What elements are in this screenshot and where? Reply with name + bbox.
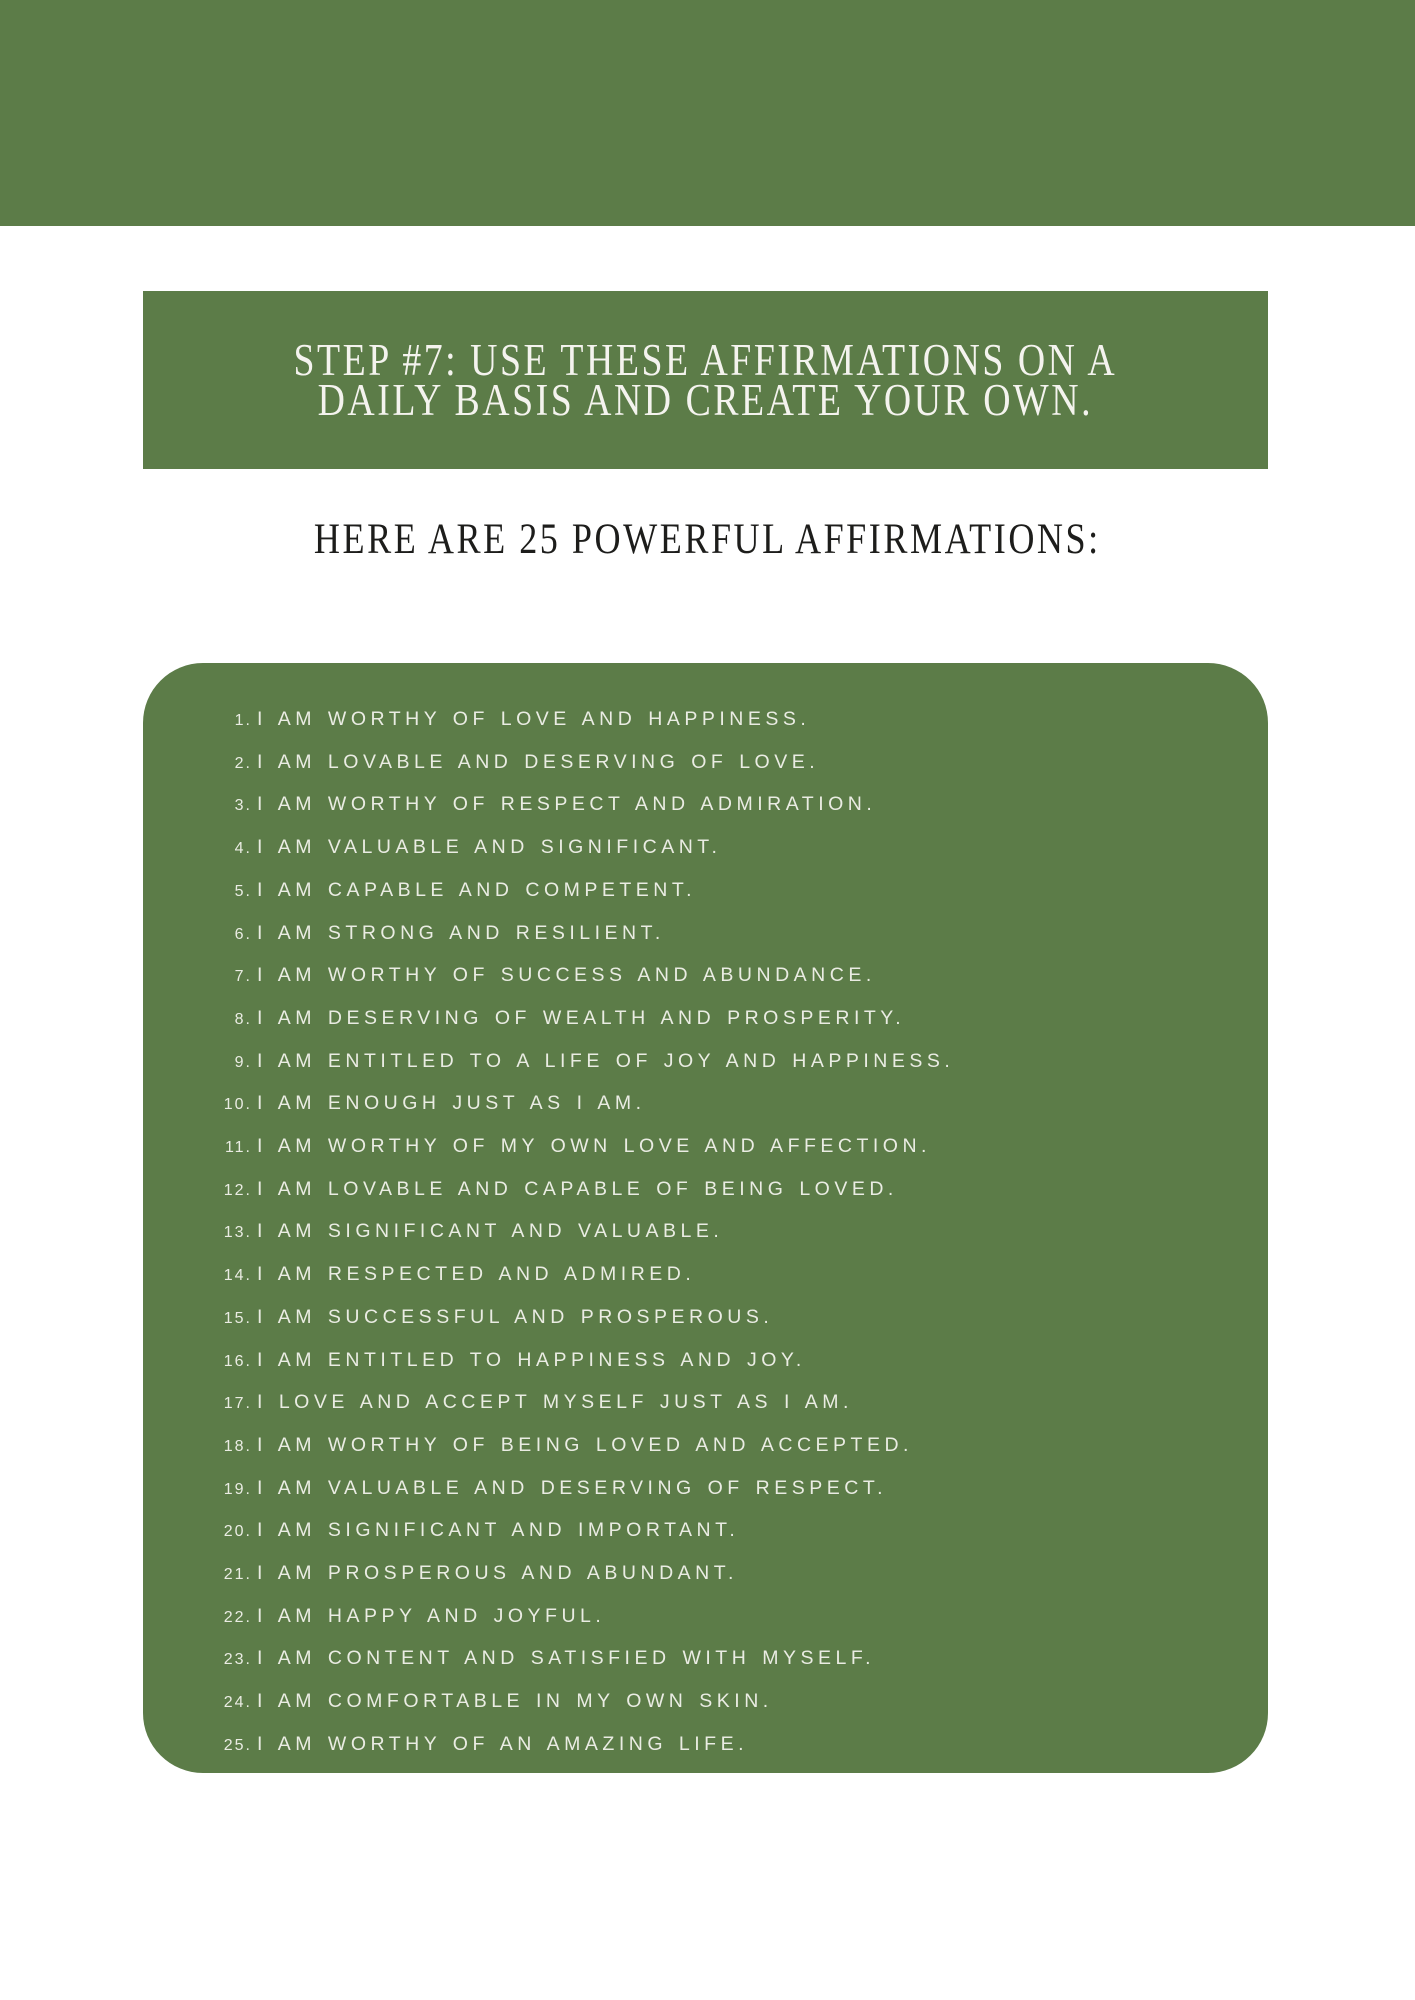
affirmation-text: I AM DESERVING OF WEALTH AND PROSPERITY. [257, 1006, 906, 1029]
affirmation-number: 4. [234, 840, 252, 858]
affirmation-item [204, 1297, 1232, 1340]
affirmation-number: 20. [223, 1523, 252, 1541]
affirmation-text: I AM RESPECTED AND ADMIRED. [257, 1263, 696, 1286]
affirmation-number: 17. [223, 1395, 252, 1413]
affirmation-text: I AM SUCCESSFUL AND PROSPEROUS. [257, 1305, 774, 1328]
affirmation-item [204, 1211, 1232, 1254]
affirmation-text: I AM WORTHY OF BEING LOVED AND ACCEPTED. [257, 1433, 913, 1456]
affirmation-item [204, 1126, 1232, 1169]
step-title-line-2: DAILY BASIS AND CREATE YOUR OWN. [317, 375, 1094, 425]
affirmation-number: 3. [234, 797, 252, 815]
affirmation-text: I AM LOVABLE AND CAPABLE OF BEING LOVED. [257, 1177, 898, 1200]
affirmation-item [204, 1724, 1232, 1767]
affirmation-number: 6. [234, 925, 252, 943]
affirmation-number: 12. [223, 1181, 252, 1199]
affirmation-item [204, 870, 1232, 913]
affirmation-text: I AM STRONG AND RESILIENT. [257, 921, 665, 944]
affirmation-text: I AM ENTITLED TO HAPPINESS AND JOY. [257, 1348, 806, 1371]
affirmation-number: 19. [223, 1480, 252, 1498]
affirmation-text: I AM VALUABLE AND SIGNIFICANT. [257, 836, 722, 859]
affirmation-number: 15. [223, 1309, 252, 1327]
affirmation-number: 1. [234, 712, 252, 729]
step-title-line-1: STEP #7: USE THESE AFFIRMATIONS ON A [293, 335, 1118, 385]
affirmation-item [204, 1340, 1232, 1383]
affirmation-number: 14. [223, 1267, 252, 1285]
affirmation-text: I AM ENTITLED TO A LIFE OF JOY AND HAPPINESS. [257, 1049, 955, 1072]
affirmation-text: I AM CAPABLE AND COMPETENT. [257, 878, 697, 901]
affirmation-item [204, 827, 1232, 870]
affirmation-item [204, 1425, 1232, 1468]
affirmation-item [204, 913, 1232, 956]
affirmation-text: I AM VALUABLE AND DESERVING OF RESPECT. [257, 1476, 887, 1499]
affirmation-item [204, 1468, 1232, 1511]
affirmation-number: 18. [223, 1437, 252, 1455]
affirmation-text: I AM WORTHY OF SUCCESS AND ABUNDANCE. [257, 964, 876, 987]
affirmation-text: I AM SIGNIFICANT AND IMPORTANT. [257, 1519, 740, 1542]
affirmation-text: I AM WORTHY OF MY OWN LOVE AND AFFECTION. [257, 1135, 931, 1158]
affirmation-text: I AM LOVABLE AND DESERVING OF LOVE. [257, 750, 820, 773]
affirmation-item [204, 1596, 1232, 1639]
affirmation-text: I AM PROSPEROUS AND ABUNDANT. [257, 1562, 738, 1585]
affirmation-number: 10. [223, 1096, 252, 1114]
subheading: HERE ARE 25 POWERFUL AFFIRMATIONS: [314, 516, 1101, 563]
affirmation-number: 7. [234, 968, 252, 986]
affirmation-text: I AM COMFORTABLE IN MY OWN SKIN. [257, 1690, 773, 1713]
affirmation-item [204, 1553, 1232, 1596]
top-banner [0, 0, 1415, 226]
affirmation-number: 13. [223, 1224, 252, 1242]
affirmation-text: I AM WORTHY OF RESPECT AND ADMIRATION. [257, 793, 877, 816]
affirmation-item [204, 1083, 1232, 1126]
affirmation-text: I AM CONTENT AND SATISFIED WITH MYSELF. [257, 1647, 875, 1670]
affirmation-number: 21. [223, 1566, 252, 1584]
affirmation-item [204, 1510, 1232, 1553]
step-banner [143, 291, 1268, 469]
affirmation-number: 11. [224, 1139, 252, 1157]
affirmation-item [204, 699, 1232, 742]
affirmation-item [204, 1169, 1232, 1212]
subheading-wrap [0, 516, 1415, 564]
affirmation-number: 25. [223, 1736, 252, 1754]
affirmation-item [204, 784, 1232, 827]
affirmation-list [204, 699, 1232, 1767]
affirmation-number: 16. [223, 1352, 252, 1370]
affirmation-item [204, 1681, 1232, 1724]
affirmation-item [204, 955, 1232, 998]
affirmation-item [204, 1382, 1232, 1425]
affirmation-text: I AM ENOUGH JUST AS I AM. [257, 1092, 646, 1115]
affirmation-number: 8. [234, 1010, 252, 1028]
affirmation-item [204, 742, 1232, 785]
step-title [215, 335, 1196, 425]
affirmation-item [204, 998, 1232, 1041]
affirmation-item [204, 1041, 1232, 1084]
affirmation-number: 24. [223, 1694, 252, 1712]
affirmation-item [204, 1254, 1232, 1297]
affirmation-text: I AM WORTHY OF LOVE AND HAPPINESS. [257, 708, 811, 730]
affirmation-text: I AM HAPPY AND JOYFUL. [257, 1604, 606, 1627]
affirmation-number: 23. [223, 1651, 252, 1669]
affirmation-number: 2. [234, 754, 252, 772]
affirmation-text: I AM WORTHY OF AN AMAZING LIFE. [257, 1732, 748, 1755]
affirmation-number: 9. [234, 1053, 252, 1071]
affirmation-text: I LOVE AND ACCEPT MYSELF JUST AS I AM. [257, 1391, 853, 1414]
affirmation-item [204, 1638, 1232, 1681]
affirmation-number: 22. [223, 1608, 252, 1626]
affirmation-text: I AM SIGNIFICANT AND VALUABLE. [257, 1220, 724, 1243]
affirmation-number: 5. [234, 882, 252, 900]
affirmations-panel [143, 663, 1268, 1773]
